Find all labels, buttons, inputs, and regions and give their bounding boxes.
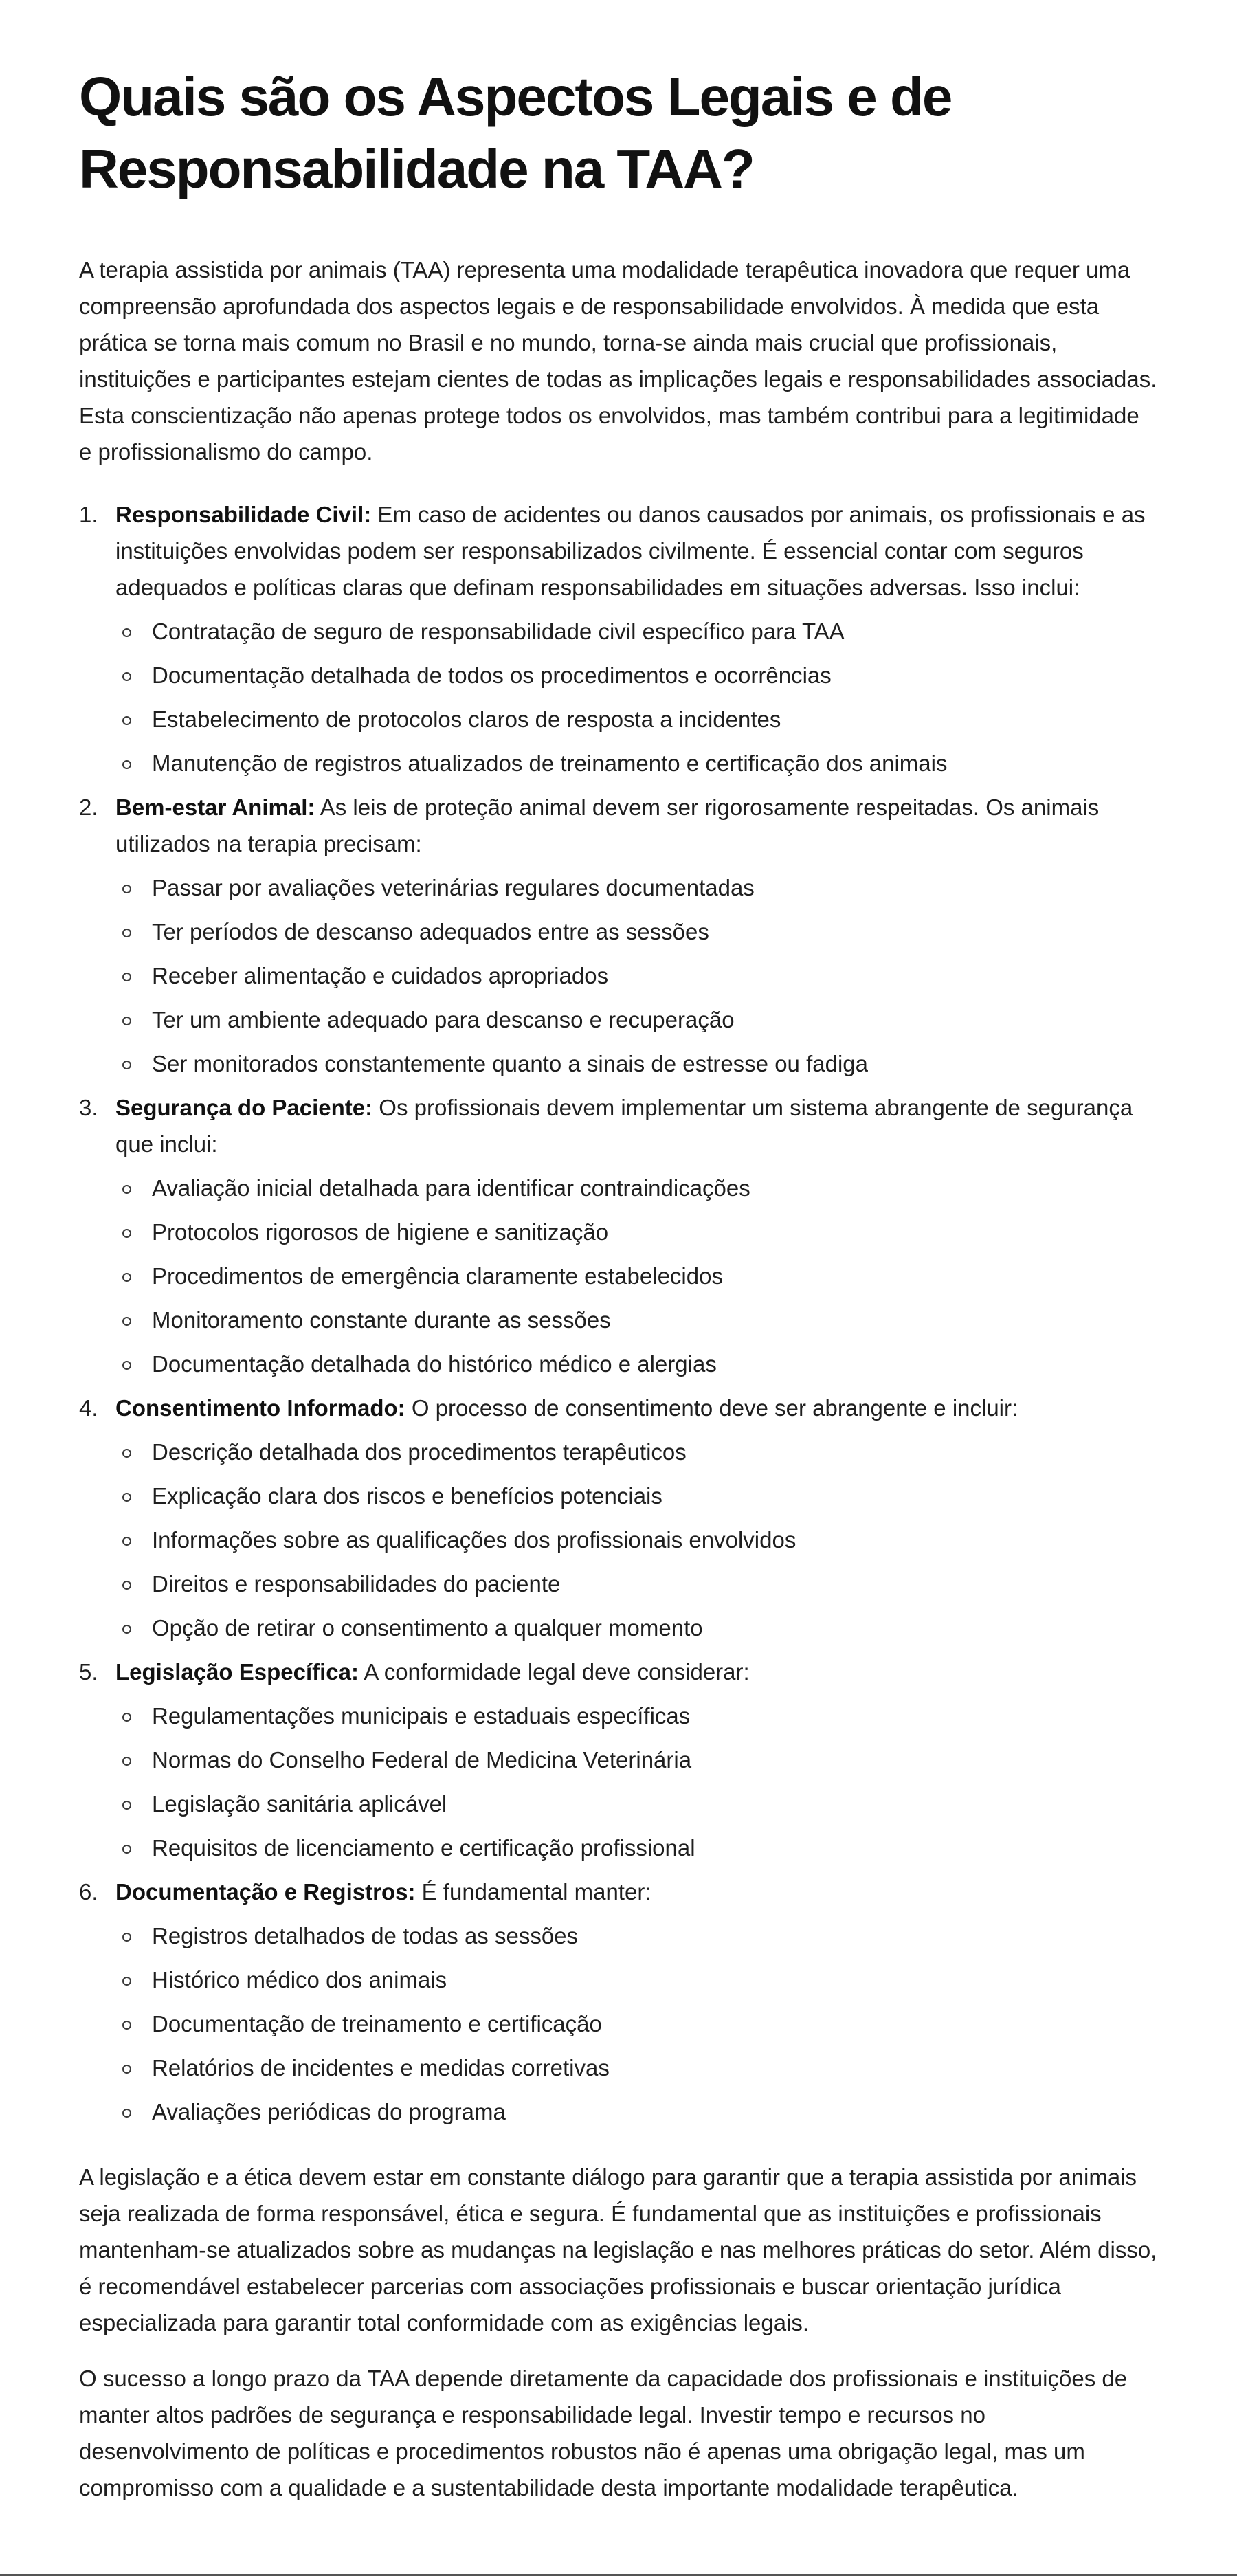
list-item: [115, 1045, 1158, 1082]
circle-bullet-icon: [122, 2109, 131, 2118]
circle-bullet-icon: [122, 1845, 131, 1854]
section-number: 4.: [79, 1395, 98, 1421]
circle-bullet-icon: [122, 1493, 131, 1502]
list-item: [115, 2094, 1158, 2130]
list-item-text: Descrição detalhada dos procedimentos terapêuticos: [152, 1439, 687, 1465]
list-item-text: Relatórios de incidentes e medidas corretivas: [152, 2055, 610, 2080]
section-item: [79, 1654, 1158, 1866]
list-item: [115, 1962, 1158, 1998]
circle-bullet-icon: [122, 716, 131, 725]
list-item: [115, 2006, 1158, 2042]
circle-bullet-icon: [122, 1581, 131, 1590]
list-item: [115, 1566, 1158, 1602]
list-item-text: Histórico médico dos animais: [152, 1967, 447, 1992]
circle-bullet-icon: [122, 1229, 131, 1238]
circle-bullet-icon: [122, 1801, 131, 1810]
circle-bullet-icon: [122, 1537, 131, 1546]
circle-bullet-icon: [122, 760, 131, 769]
list-item-text: Ter um ambiente adequado para descanso e recuperação: [152, 1007, 735, 1032]
article: [79, 60, 1158, 2506]
list-item-text: Ser monitorados constantemente quanto a sinais de estresse ou fadiga: [152, 1051, 868, 1076]
circle-bullet-icon: [122, 1317, 131, 1326]
list-item-text: Opção de retirar o consentimento a qualquer momento: [152, 1615, 703, 1641]
section-description: Em caso de acidentes ou danos causados por animais, os profissionais e as instituições envolvidas podem ser responsabilizados civilmente. É essencial contar com seguros adequados e políticas claras que definam responsabilidades em situações adversas. Isso inclui:: [115, 502, 1146, 600]
list-item: [115, 869, 1158, 906]
list-item: [115, 657, 1158, 693]
list-item-text: Direitos e responsabilidades do paciente: [152, 1571, 561, 1597]
section-item: [79, 1089, 1158, 1382]
list-item-text: Receber alimentação e cuidados apropriados: [152, 963, 609, 988]
circle-bullet-icon: [122, 672, 131, 681]
section-bullets: [115, 1434, 1158, 1646]
list-item: [115, 1258, 1158, 1294]
section-bullets: [115, 1170, 1158, 1382]
section-item: [79, 789, 1158, 1082]
page-title: Quais são os Aspectos Legais e de Responsabilidade na TAA?: [79, 66, 952, 199]
list-item: [115, 1918, 1158, 1954]
list-item-text: Explicação clara dos riscos e benefícios potenciais: [152, 1483, 662, 1509]
list-item-text: Documentação detalhada de todos os procedimentos e ocorrências: [152, 663, 832, 688]
circle-bullet-icon: [122, 628, 131, 637]
list-item: [115, 1214, 1158, 1250]
list-item: [115, 1742, 1158, 1778]
list-item-text: Documentação detalhada do histórico médico e alergias: [152, 1351, 717, 1377]
section-title: Documentação e Registros:: [115, 1879, 416, 1905]
section-title: Segurança do Paciente:: [115, 1095, 373, 1120]
list-item-text: Regulamentações municipais e estaduais específicas: [152, 1703, 691, 1729]
list-item-text: Legislação sanitária aplicável: [152, 1791, 447, 1817]
section-number: 3.: [79, 1095, 98, 1120]
section-bullets: [115, 869, 1158, 1082]
list-item: [115, 1001, 1158, 1038]
circle-bullet-icon: [122, 1017, 131, 1025]
section-text: [115, 496, 1158, 606]
circle-bullet-icon: [122, 1625, 131, 1634]
list-item-text: Procedimentos de emergência claramente estabelecidos: [152, 1263, 723, 1289]
closing-paragraph: O sucesso a longo prazo da TAA depende diretamente da capacidade dos profissionais e instituições de manter altos padrões de segurança e responsabilidade legal. Investir tempo e recursos no desenvolvimento de políticas e procedimentos robustos não é apenas uma obrigação legal, mas um compromisso com a qualidade e a sustentabilidade desta importante modalidade terapêutica.: [79, 2366, 1128, 2500]
list-item-text: Avaliações periódicas do programa: [152, 2099, 506, 2124]
list-item: [115, 2050, 1158, 2086]
list-item: [115, 701, 1158, 737]
section-bullets: [115, 1698, 1158, 1866]
section-text: [115, 789, 1158, 862]
section-text: [115, 1654, 1158, 1690]
list-item-text: Informações sobre as qualificações dos profissionais envolvidos: [152, 1527, 796, 1553]
list-item: [115, 1170, 1158, 1206]
section-item: [79, 1390, 1158, 1646]
list-item: [115, 1434, 1158, 1470]
list-item: [115, 1478, 1158, 1514]
list-item: [115, 1830, 1158, 1866]
circle-bullet-icon: [122, 1933, 131, 1942]
section-item: [79, 496, 1158, 781]
section-bullets: [115, 613, 1158, 781]
section-number: 6.: [79, 1879, 98, 1905]
list-item: [115, 1346, 1158, 1382]
circle-bullet-icon: [122, 1449, 131, 1458]
circle-bullet-icon: [122, 2021, 131, 2030]
circle-bullet-icon: [122, 1757, 131, 1766]
section-text: [115, 1874, 1158, 1910]
circle-bullet-icon: [122, 1185, 131, 1194]
list-item: [115, 1522, 1158, 1558]
circle-bullet-icon: [122, 973, 131, 981]
list-item-text: Normas do Conselho Federal de Medicina Veterinária: [152, 1747, 692, 1773]
circle-bullet-icon: [122, 1713, 131, 1722]
section-item: [79, 1874, 1158, 2130]
list-item: [115, 1698, 1158, 1734]
section-number: 2.: [79, 795, 98, 820]
circle-bullet-icon: [122, 1273, 131, 1282]
list-item-text: Documentação de treinamento e certificação: [152, 2011, 602, 2036]
sections-list: [79, 496, 1158, 2130]
list-item: [115, 1610, 1158, 1646]
section-title: Consentimento Informado:: [115, 1395, 405, 1421]
list-item: [115, 957, 1158, 994]
section-text: [115, 1089, 1158, 1162]
list-item-text: Avaliação inicial detalhada para identificar contraindicações: [152, 1175, 750, 1201]
section-description: As leis de proteção animal devem ser rigorosamente respeitadas. Os animais utilizados na terapia precisam:: [115, 795, 1100, 856]
list-item: [115, 1302, 1158, 1338]
circle-bullet-icon: [122, 2065, 131, 2074]
list-item-text: Registros detalhados de todas as sessões: [152, 1923, 579, 1948]
circle-bullet-icon: [122, 929, 131, 937]
intro-paragraph: A terapia assistida por animais (TAA) representa uma modalidade terapêutica inovadora que requer uma compreensão aprofundada dos aspectos legais e de responsabilidade envolvidos. À medida que esta prática se torna mais comum no Brasil e no mundo, torna-se ainda mais crucial que profissionais, instituições e participantes estejam cientes de todas as implicações legais e responsabilidades associadas. Esta conscientização não apenas protege todos os envolvidos, mas também contribui para a legitimidade e profissionalismo do campo.: [79, 257, 1157, 465]
section-title: Responsabilidade Civil:: [115, 502, 372, 527]
list-item: [115, 745, 1158, 781]
section-description: O processo de consentimento deve ser abrangente e incluir:: [405, 1395, 1018, 1421]
list-item: [115, 1786, 1158, 1822]
section-title: Bem-estar Animal:: [115, 795, 315, 820]
conclusion-paragraph: A legislação e a ética devem estar em constante diálogo para garantir que a terapia assistida por animais seja realizada de forma responsável, ética e segura. É fundamental que as instituições e profissionais mantenham-se atualizados sobre as mudanças na legislação e nas melhores práticas do setor. Além disso, é recomendável estabelecer parcerias com associações profissionais e buscar orientação jurídica especializada para garantir total conformidade com as exigências legais.: [79, 2164, 1157, 2335]
list-item-text: Contratação de seguro de responsabilidade civil específico para TAA: [152, 619, 845, 644]
circle-bullet-icon: [122, 885, 131, 893]
section-description: Os profissionais devem implementar um sistema abrangente de segurança que inclui:: [115, 1095, 1133, 1157]
list-item-text: Protocolos rigorosos de higiene e sanitização: [152, 1219, 609, 1245]
list-item-text: Monitoramento constante durante as sessões: [152, 1307, 611, 1333]
section-bullets: [115, 1918, 1158, 2130]
list-item: [115, 613, 1158, 649]
circle-bullet-icon: [122, 1061, 131, 1069]
section-number: 5.: [79, 1659, 98, 1685]
section-number: 1.: [79, 502, 98, 527]
section-description: É fundamental manter:: [415, 1879, 651, 1905]
list-item-text: Manutenção de registros atualizados de treinamento e certificação dos animais: [152, 751, 948, 776]
list-item: [115, 913, 1158, 950]
circle-bullet-icon: [122, 1361, 131, 1370]
circle-bullet-icon: [122, 1977, 131, 1986]
list-item-text: Passar por avaliações veterinárias regulares documentadas: [152, 875, 755, 900]
section-description: A conformidade legal deve considerar:: [359, 1659, 750, 1685]
section-title: Legislação Específica:: [115, 1659, 359, 1685]
section-text: [115, 1390, 1158, 1426]
list-item-text: Requisitos de licenciamento e certificação profissional: [152, 1835, 695, 1861]
list-item-text: Estabelecimento de protocolos claros de resposta a incidentes: [152, 707, 781, 732]
list-item-text: Ter períodos de descanso adequados entre as sessões: [152, 919, 709, 944]
